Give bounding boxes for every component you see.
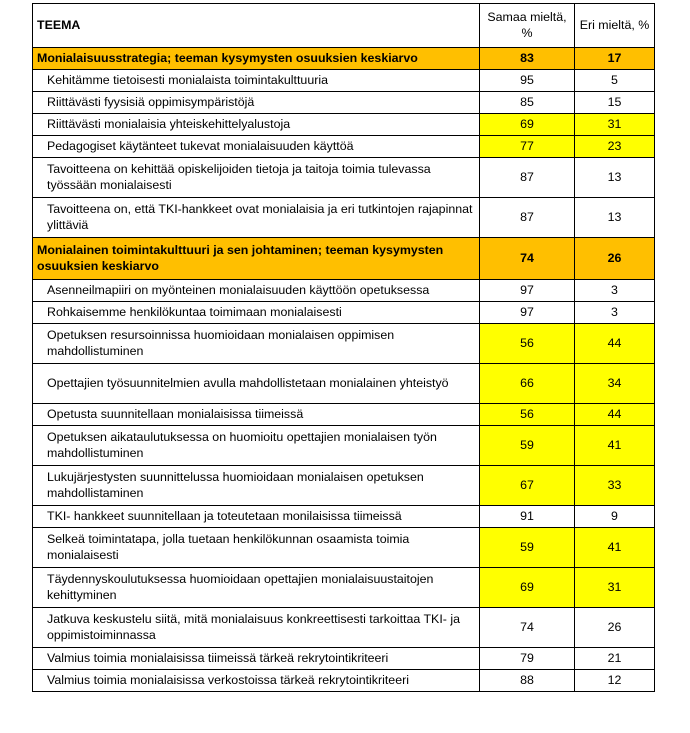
table-row xyxy=(33,198,655,238)
table-row xyxy=(33,568,655,608)
table-row xyxy=(33,426,655,466)
row-label: Tavoitteena on kehittää opiskelijoiden tietoja ja taitoja toimia tulevassa työssään monialaisesti xyxy=(33,158,480,198)
table-row xyxy=(33,324,655,364)
row-label: Valmius toimia monialaisissa tiimeissä tärkeä rekrytointikriteeri xyxy=(33,648,480,670)
row-label: Pedagogiset käytänteet tukevat monialaisuuden käyttöä xyxy=(33,136,480,158)
agree-value: 97 xyxy=(480,302,575,324)
disagree-value: 34 xyxy=(575,364,655,404)
agree-value: 87 xyxy=(480,198,575,238)
table-row xyxy=(33,404,655,426)
table-row xyxy=(33,92,655,114)
row-label: Lukujärjestysten suunnittelussa huomioidaan monialaisen opetuksen mahdollistaminen xyxy=(33,466,480,506)
row-label: Opetusta suunnitellaan monialaisissa tiimeissä xyxy=(33,404,480,426)
row-label: Riittävästi fyysisiä oppimisympäristöjä xyxy=(33,92,480,114)
agree-value: 83 xyxy=(480,48,575,70)
disagree-value: 13 xyxy=(575,158,655,198)
agree-value: 74 xyxy=(480,608,575,648)
disagree-value: 9 xyxy=(575,506,655,528)
table-row xyxy=(33,466,655,506)
table-row xyxy=(33,364,655,404)
disagree-value: 33 xyxy=(575,466,655,506)
agree-value: 88 xyxy=(480,670,575,692)
table-row xyxy=(33,280,655,302)
agree-value: 56 xyxy=(480,324,575,364)
table-row xyxy=(33,608,655,648)
teema-header: TEEMA xyxy=(33,4,480,48)
row-label: Opetuksen resursoinnissa huomioidaan monialaisen oppimisen mahdollistuminen xyxy=(33,324,480,364)
section-row xyxy=(33,238,655,280)
row-label: Jatkuva keskustelu siitä, mitä monialaisuus konkreettisesti tarkoittaa TKI- ja oppimistoiminnassa xyxy=(33,608,480,648)
header-row xyxy=(33,4,655,48)
disagree-value: 31 xyxy=(575,114,655,136)
disagree-value: 17 xyxy=(575,48,655,70)
table-row xyxy=(33,506,655,528)
agree-value: 69 xyxy=(480,568,575,608)
row-label: Opettajien työsuunnitelmien avulla mahdollistetaan monialainen yhteistyö xyxy=(33,364,480,404)
disagree-value: 15 xyxy=(575,92,655,114)
row-label: Opetuksen aikataulutuksessa on huomioitu opettajien monialaisen työn mahdollistuminen xyxy=(33,426,480,466)
row-label: Tavoitteena on, että TKI-hankkeet ovat monialaisia ja eri tutkintojen rajapinnat ylittäviä xyxy=(33,198,480,238)
section-row xyxy=(33,48,655,70)
agree-value: 59 xyxy=(480,528,575,568)
table-row xyxy=(33,114,655,136)
table-row xyxy=(33,670,655,692)
agree-value: 74 xyxy=(480,238,575,280)
row-label: Riittävästi monialaisia yhteiskehittelyalustoja xyxy=(33,114,480,136)
agree-value: 79 xyxy=(480,648,575,670)
row-label: Täydennyskoulutuksessa huomioidaan opettajien monialaisuustaitojen kehittyminen xyxy=(33,568,480,608)
agree-value: 56 xyxy=(480,404,575,426)
table-row xyxy=(33,302,655,324)
agree-value: 95 xyxy=(480,70,575,92)
disagree-value: 21 xyxy=(575,648,655,670)
survey-table xyxy=(32,3,655,692)
agree-value: 66 xyxy=(480,364,575,404)
disagree-header: Eri mieltä, % xyxy=(575,4,655,48)
table-row xyxy=(33,70,655,92)
disagree-value: 23 xyxy=(575,136,655,158)
table-row xyxy=(33,136,655,158)
disagree-value: 3 xyxy=(575,302,655,324)
disagree-value: 13 xyxy=(575,198,655,238)
agree-value: 91 xyxy=(480,506,575,528)
agree-value: 85 xyxy=(480,92,575,114)
row-label: Kehitämme tietoisesti monialaista toimintakulttuuria xyxy=(33,70,480,92)
disagree-value: 26 xyxy=(575,238,655,280)
agree-value: 69 xyxy=(480,114,575,136)
row-label: Asenneilmapiiri on myönteinen monialaisuuden käyttöön opetuksessa xyxy=(33,280,480,302)
agree-value: 67 xyxy=(480,466,575,506)
agree-value: 87 xyxy=(480,158,575,198)
row-label: Valmius toimia monialaisissa verkostoissa tärkeä rekrytointikriteeri xyxy=(33,670,480,692)
row-label: TKI- hankkeet suunnitellaan ja toteutetaan monilaisissa tiimeissä xyxy=(33,506,480,528)
disagree-value: 12 xyxy=(575,670,655,692)
agree-value: 77 xyxy=(480,136,575,158)
disagree-value: 41 xyxy=(575,528,655,568)
agree-value: 97 xyxy=(480,280,575,302)
disagree-value: 31 xyxy=(575,568,655,608)
disagree-value: 5 xyxy=(575,70,655,92)
disagree-value: 41 xyxy=(575,426,655,466)
disagree-value: 3 xyxy=(575,280,655,302)
section-label: Monialainen toimintakulttuuri ja sen johtaminen; teeman kysymysten osuuksien keskiarvo xyxy=(33,238,480,280)
table-row xyxy=(33,158,655,198)
disagree-value: 44 xyxy=(575,404,655,426)
table-body xyxy=(33,4,655,692)
disagree-value: 44 xyxy=(575,324,655,364)
section-label: Monialaisuusstrategia; teeman kysymysten osuuksien keskiarvo xyxy=(33,48,480,70)
table-row xyxy=(33,528,655,568)
agree-header: Samaa mieltä, % xyxy=(480,4,575,48)
disagree-value: 26 xyxy=(575,608,655,648)
agree-value: 59 xyxy=(480,426,575,466)
table-row xyxy=(33,648,655,670)
row-label: Selkeä toimintatapa, jolla tuetaan henkilökunnan osaamista toimia monialaisesti xyxy=(33,528,480,568)
row-label: Rohkaisemme henkilökuntaa toimimaan monialaisesti xyxy=(33,302,480,324)
